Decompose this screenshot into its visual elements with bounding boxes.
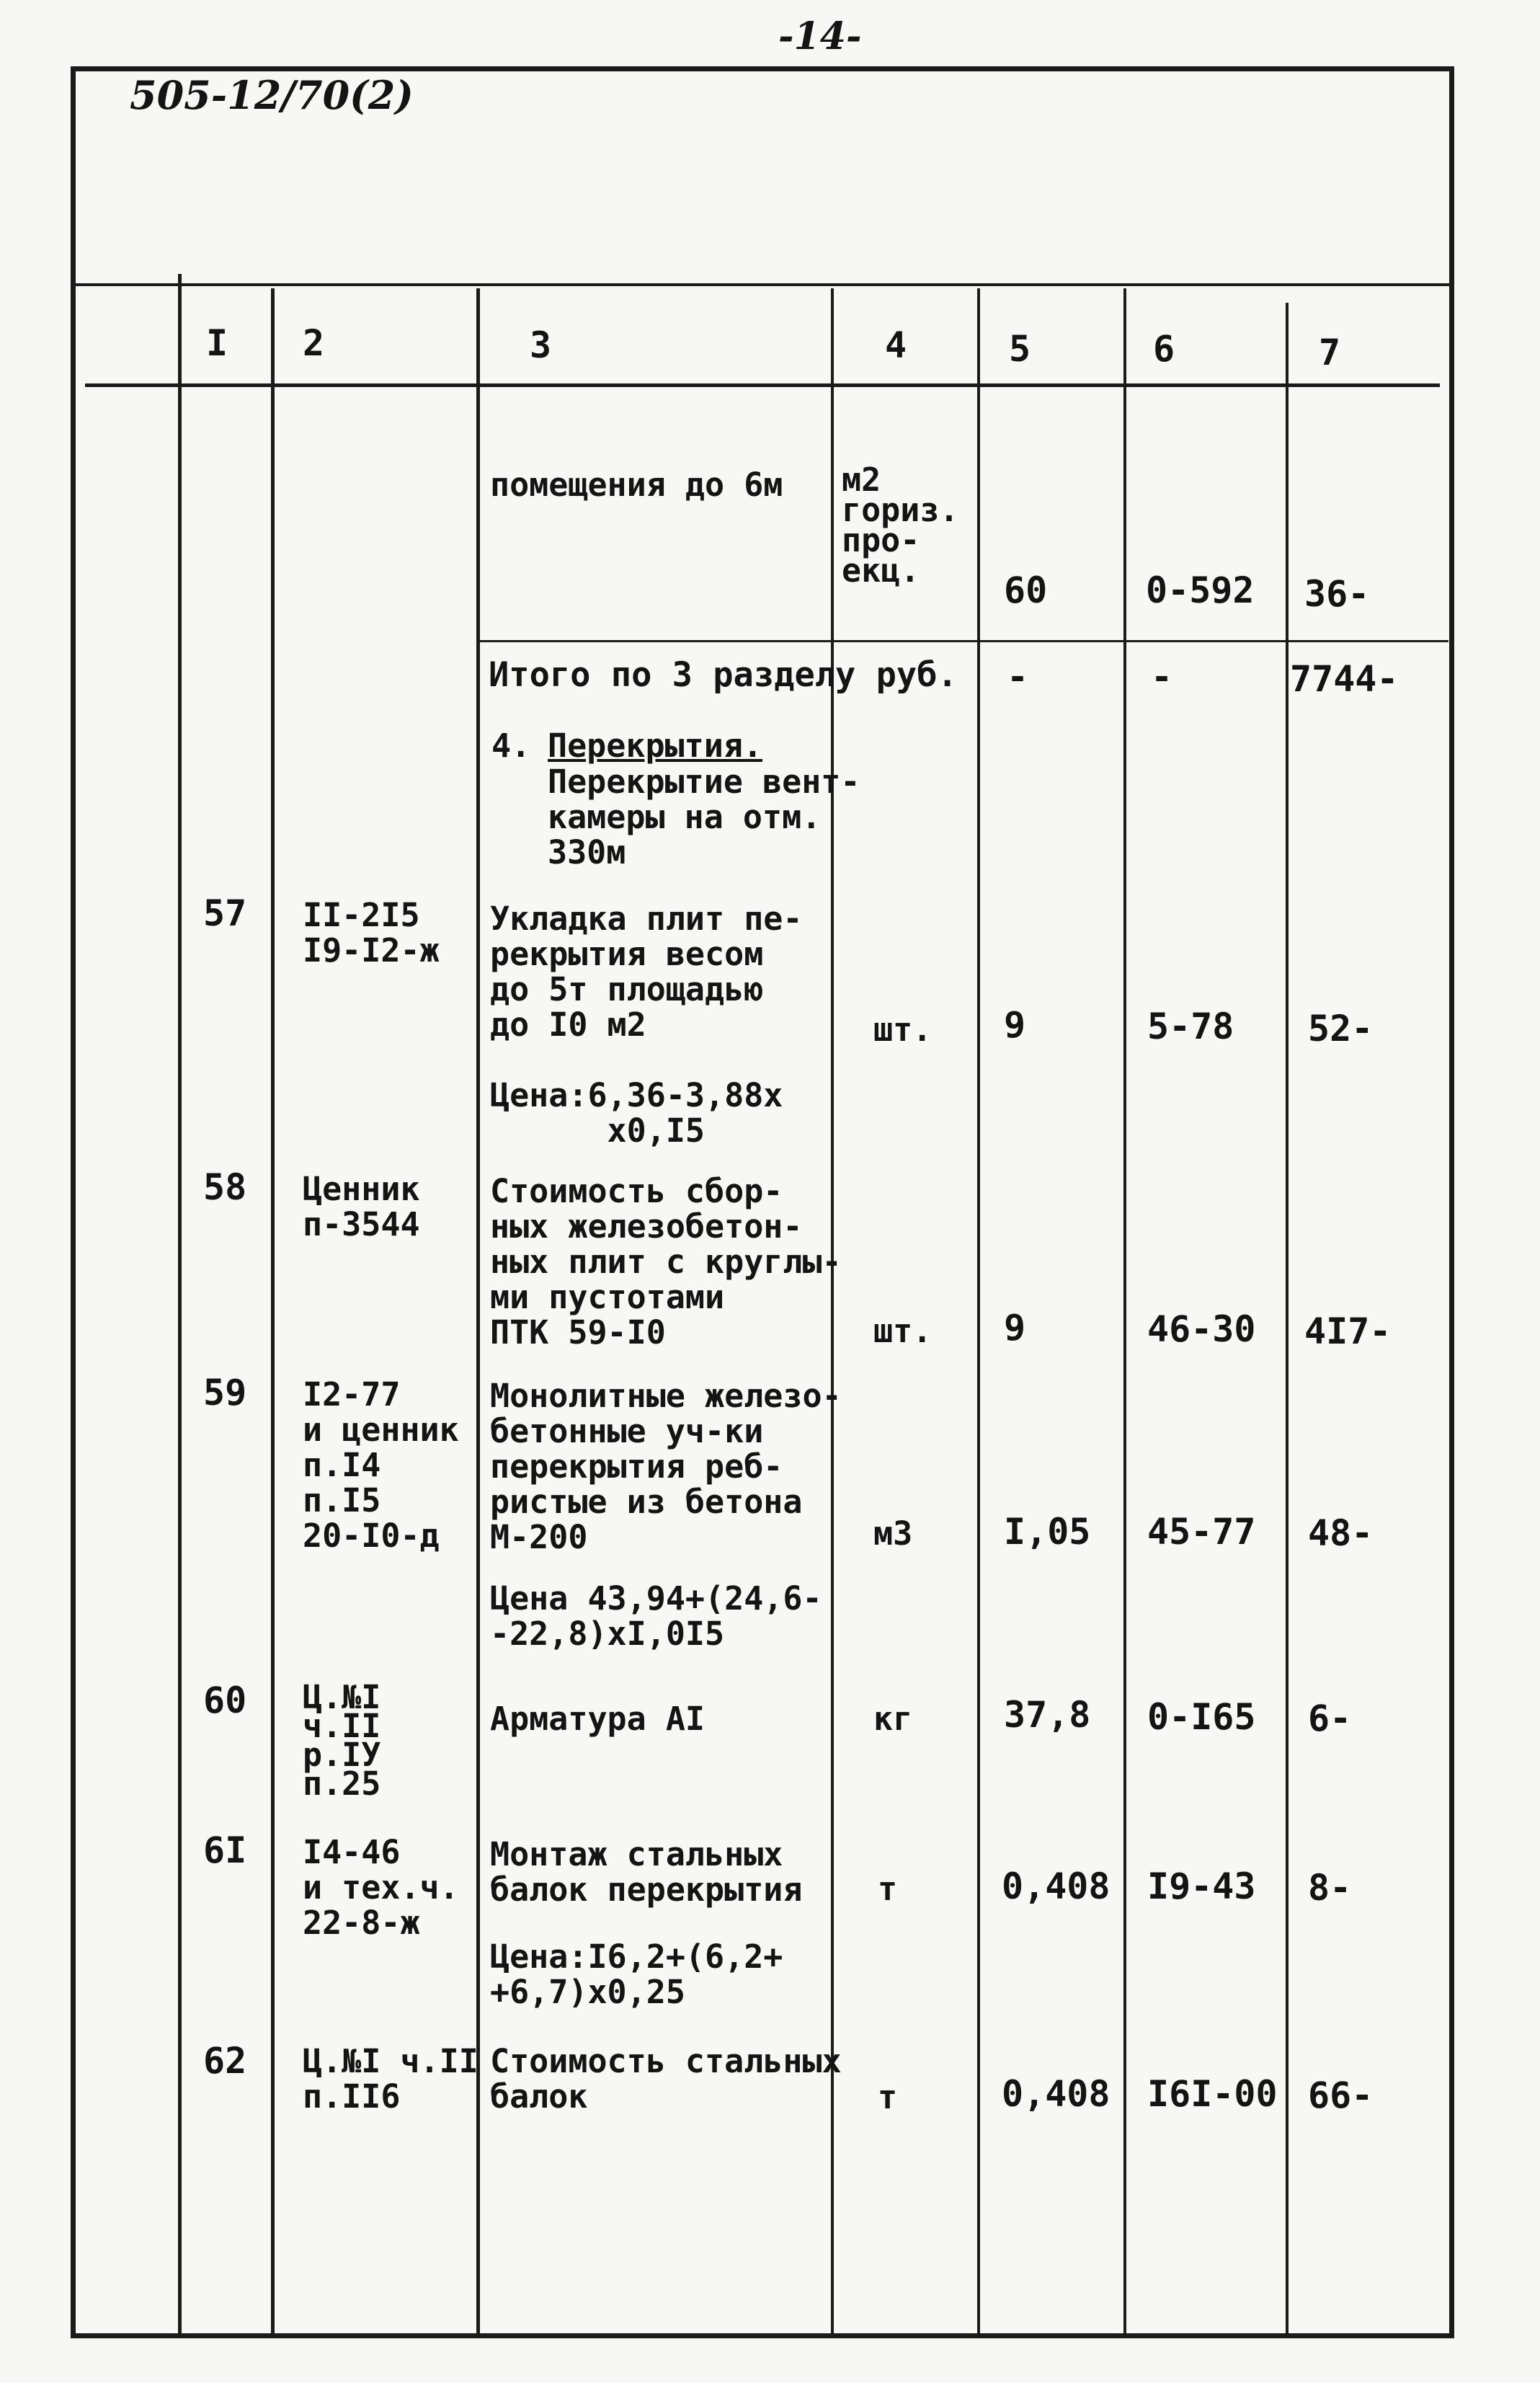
carry-row-desc: помещения до 6м [490, 466, 783, 504]
subtotal-total: 7744- [1290, 658, 1399, 700]
row-62-price: I6I-00 [1147, 2073, 1278, 2115]
row-60-ref: Ц.№I ч.II р.IУ п.25 [303, 1678, 381, 1803]
carry-row-qty: 60 [1004, 569, 1048, 611]
column-rule-2 [271, 288, 275, 2335]
row-59-note: Цена 43,94+(24,6- -22,8)хI,0I5 [490, 1579, 822, 1653]
row-57-note: Цена:6,36-3,88х х0,I5 [490, 1076, 783, 1150]
column-header-3: 3 [530, 324, 552, 366]
row-59-desc: Монолитные железо- бетонные уч-ки перекрытия реб- ристые из бетона М-200 [490, 1377, 842, 1556]
section-subtitle: Перекрытие вент- камеры на отм. 330м [548, 763, 860, 871]
row-62-total: 66- [1308, 2074, 1374, 2116]
row-59-total: 48- [1308, 1512, 1374, 1554]
subtotal-qty: - [1007, 656, 1029, 698]
row-60-unit: кг [873, 1700, 913, 1738]
subtotal-price: - [1151, 656, 1173, 698]
row-61-total: 8- [1308, 1867, 1352, 1909]
row-59-ref: I2-77 и ценник п.I4 п.I5 20-I0-д [303, 1375, 459, 1555]
column-header-6: 6 [1153, 328, 1175, 370]
row-61-unit: т [878, 1870, 898, 1908]
subtotal-label: Итого по 3 разделу руб. [489, 655, 958, 695]
row-58-unit: шт. [873, 1312, 933, 1350]
row-59-unit: м3 [873, 1514, 913, 1553]
column-rule-7 [1286, 303, 1288, 2335]
row-57-desc: Укладка плит пе- рекрытия весом до 5т площадью до I0 м2 [490, 900, 803, 1044]
row-57-ref: II-2I5 I9-I2-ж [303, 896, 440, 969]
column-header-7: 7 [1319, 332, 1341, 373]
row-60-number: 60 [203, 1679, 247, 1721]
row-58-number: 58 [203, 1166, 247, 1208]
header-bottom-rule [85, 383, 1440, 387]
row-61-note: Цена:I6,2+(6,2+ +6,7)х0,25 [490, 1938, 783, 2011]
carry-row-price: 0-592 [1146, 569, 1255, 611]
carry-row-unit: м2 гориз. про- екц. [842, 461, 959, 590]
column-header-2: 2 [303, 322, 325, 364]
row-61-number: 6I [203, 1829, 247, 1871]
row-62-qty: 0,408 [1002, 2073, 1111, 2115]
row-61-ref: I4-46 и тех.ч. 22-8-ж [303, 1833, 459, 1942]
row-60-qty: 37,8 [1004, 1694, 1091, 1736]
row-61-price: I9-43 [1147, 1865, 1256, 1907]
row-58-qty: 9 [1004, 1307, 1026, 1349]
row-57-total: 52- [1308, 1008, 1374, 1050]
row-57-unit: шт. [873, 1011, 933, 1049]
row-60-total: 6- [1308, 1698, 1352, 1739]
row-59-qty: I,05 [1004, 1511, 1091, 1553]
page-number: -14- [778, 14, 862, 58]
column-rule-6 [1123, 288, 1126, 2335]
row-57-number: 57 [203, 892, 247, 934]
row-57-qty: 9 [1004, 1004, 1026, 1046]
document-code: 505-12/70(2) [130, 72, 414, 118]
column-header-4: 4 [885, 324, 907, 366]
row-59-price: 45-77 [1147, 1511, 1256, 1553]
row-59-number: 59 [203, 1372, 247, 1414]
row-61-qty: 0,408 [1002, 1865, 1111, 1907]
row-60-price: 0-I65 [1147, 1696, 1256, 1738]
column-header-5: 5 [1009, 328, 1031, 370]
row-57-price: 5-78 [1147, 1006, 1234, 1047]
row-58-total: 4I7- [1304, 1310, 1392, 1352]
header-top-rule [71, 283, 1454, 286]
row-62-unit: т [878, 2078, 898, 2116]
row-58-desc: Стоимость сбор- ных железобетон- ных плит с круглы- ми пустотами ПТК 59-I0 [490, 1172, 842, 1352]
row-62-ref: Ц.№I ч.II п.II6 [303, 2042, 479, 2116]
column-rule-5 [977, 288, 980, 2335]
section-number: 4. [491, 727, 531, 765]
column-rule-3 [476, 288, 480, 2335]
row-60-desc: Арматура АI [490, 1700, 706, 1738]
column-rule-1 [178, 274, 182, 2337]
column-header-1: I [206, 322, 228, 364]
row-62-number: 62 [203, 2040, 247, 2082]
carry-row-total: 36- [1304, 573, 1370, 615]
carry-row-rule [479, 640, 1448, 642]
row-62-desc: Стоимость стальных балок [490, 2042, 842, 2116]
row-58-price: 46-30 [1147, 1308, 1256, 1350]
row-61-desc: Монтаж стальных балок перекрытия [490, 1835, 803, 1909]
row-58-ref: Ценник п-3544 [303, 1170, 420, 1243]
section-title: Перекрытия. [548, 727, 763, 765]
